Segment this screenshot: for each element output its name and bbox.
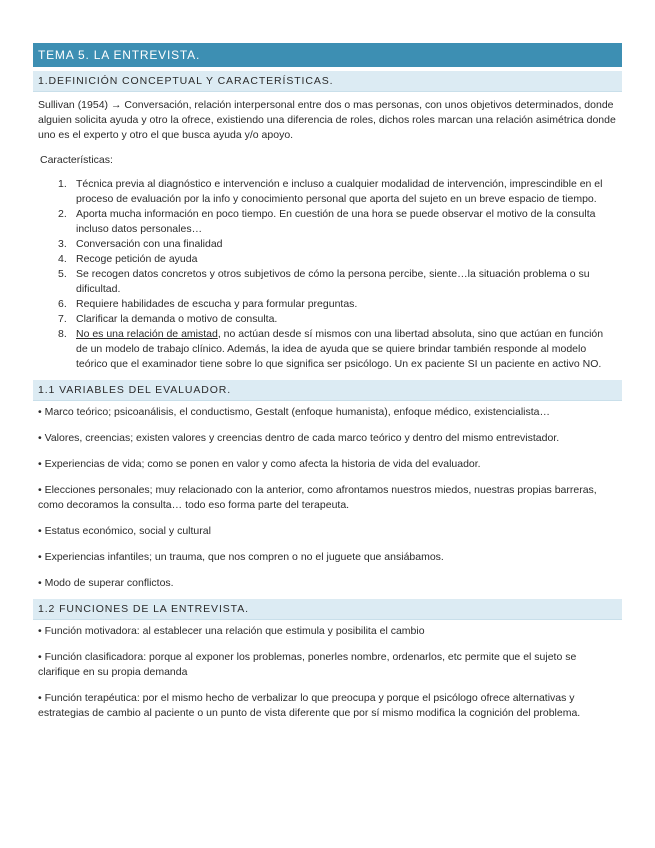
list-item-number: 3. <box>58 238 67 250</box>
functions-list <box>38 624 622 721</box>
bullet-item: • Función motivadora: al establecer una relación que estimula y posibilita el cambio <box>38 625 425 637</box>
list-item-underlined-text: No es una relación de amistad <box>76 328 218 340</box>
list-item-number: 7. <box>58 313 67 325</box>
list-item <box>33 327 604 372</box>
section-heading-definicion: 1.DEFINICIÓN CONCEPTUAL Y CARACTERÍSTICAS. <box>33 71 622 92</box>
list-item-number: 5. <box>58 268 67 280</box>
bullet-item: • Elecciones personales; muy relacionado con la anterior, como afrontamos nuestros miedos, nuestras propias barreras, como decoramos la consulta… todo eso forma parte del terapeuta. <box>38 484 597 511</box>
document-page <box>33 43 622 729</box>
list-item-text: Requiere habilidades de escucha y para formular preguntas. <box>76 298 358 310</box>
bullet-item: • Experiencias infantiles; un trauma, que nos compren o no el juguete que ansiábamos. <box>38 551 444 563</box>
page-title: TEMA 5. LA ENTREVISTA. <box>33 43 622 67</box>
list-item-number: 2. <box>58 208 67 220</box>
characteristics-list <box>33 177 622 372</box>
list-item <box>33 267 604 297</box>
list-item <box>33 252 604 267</box>
list-item-text: Aporta mucha información en poco tiempo. En cuestión de una hora se puede observar el motivo de la consulta incluso datos personales… <box>76 208 596 235</box>
list-item-number: 8. <box>58 328 67 340</box>
intro-paragraph: Sullivan (1954) → Conversación, relación interpersonal entre dos o mas personas, con unos objetivos determinados, donde alguien solicita ayuda y otro la ofrece, existiendo una diferencia de roles, dichos roles marcan una relación asimétrica donde uno es el experto y otro el que busca ayuda y/o apoyo. <box>38 99 616 141</box>
list-item-text: Conversación con una finalidad <box>76 238 223 250</box>
bullet-item: • Función clasificadora: porque al exponer los problemas, ponerles nombre, ordenarlos, etc permite que el sujeto se clarifique en su propia demanda <box>38 651 577 678</box>
list-item-text: Se recogen datos concretos y otros subjetivos de cómo la persona percibe, siente…la situación problema o su dificultad. <box>76 268 590 295</box>
bullet-item: • Marco teórico; psicoanálisis, el conductismo, Gestalt (enfoque humanista), enfoque médico, existencialista… <box>38 406 551 418</box>
bullet-item: • Modo de superar conflictos. <box>38 577 174 589</box>
bullet-item: • Experiencias de vida; como se ponen en valor y como afecta la historia de vida del evaluador. <box>38 458 481 470</box>
list-item <box>33 312 604 327</box>
list-item-text: Técnica previa al diagnóstico e intervención e incluso a cualquier modalidad de intervención, imprescindible en el proceso de evaluación por la info y conocimiento personal que aporta del sujeto en un breve espacio de tiempo. <box>76 178 603 205</box>
bullet-item: • Estatus económico, social y cultural <box>38 525 211 537</box>
section-heading-funciones: 1.2 FUNCIONES DE LA ENTREVISTA. <box>33 599 622 620</box>
bullet-item: • Función terapéutica: por el mismo hecho de verbalizar lo que preocupa y porque el psicólogo ofrece alternativas y estrategias de cambio al paciente o un punto de vista diferente que por sí mismo modifica la cognición del problema. <box>38 692 581 719</box>
list-item-text: Recoge petición de ayuda <box>76 253 198 265</box>
list-item <box>33 207 604 237</box>
list-item-number: 4. <box>58 253 67 265</box>
list-item <box>33 177 604 207</box>
section-heading-variables: 1.1 VARIABLES DEL EVALUADOR. <box>33 380 622 401</box>
characteristics-label: Características: <box>40 154 113 166</box>
bullet-item: • Valores, creencias; existen valores y creencias dentro de cada marco teórico y dentro del mismo entrevistador. <box>38 432 560 444</box>
list-item-text: , no actúan desde sí mismos con una libertad absoluta, sino que actúan en función de un modelo de trabajo clínico. Además, la idea de ayuda que se quiere brindar también responde al modelo teórico que el examinador tiene sobre lo que significa ser psicólogo. Un ex paciente SI un paciente en activo NO. <box>76 328 604 370</box>
list-item <box>33 297 604 312</box>
list-item-number: 1. <box>58 178 67 190</box>
list-item-text: Clarificar la demanda o motivo de consulta. <box>76 313 278 325</box>
list-item <box>33 237 604 252</box>
list-item-number: 6. <box>58 298 67 310</box>
variables-list <box>38 405 622 591</box>
